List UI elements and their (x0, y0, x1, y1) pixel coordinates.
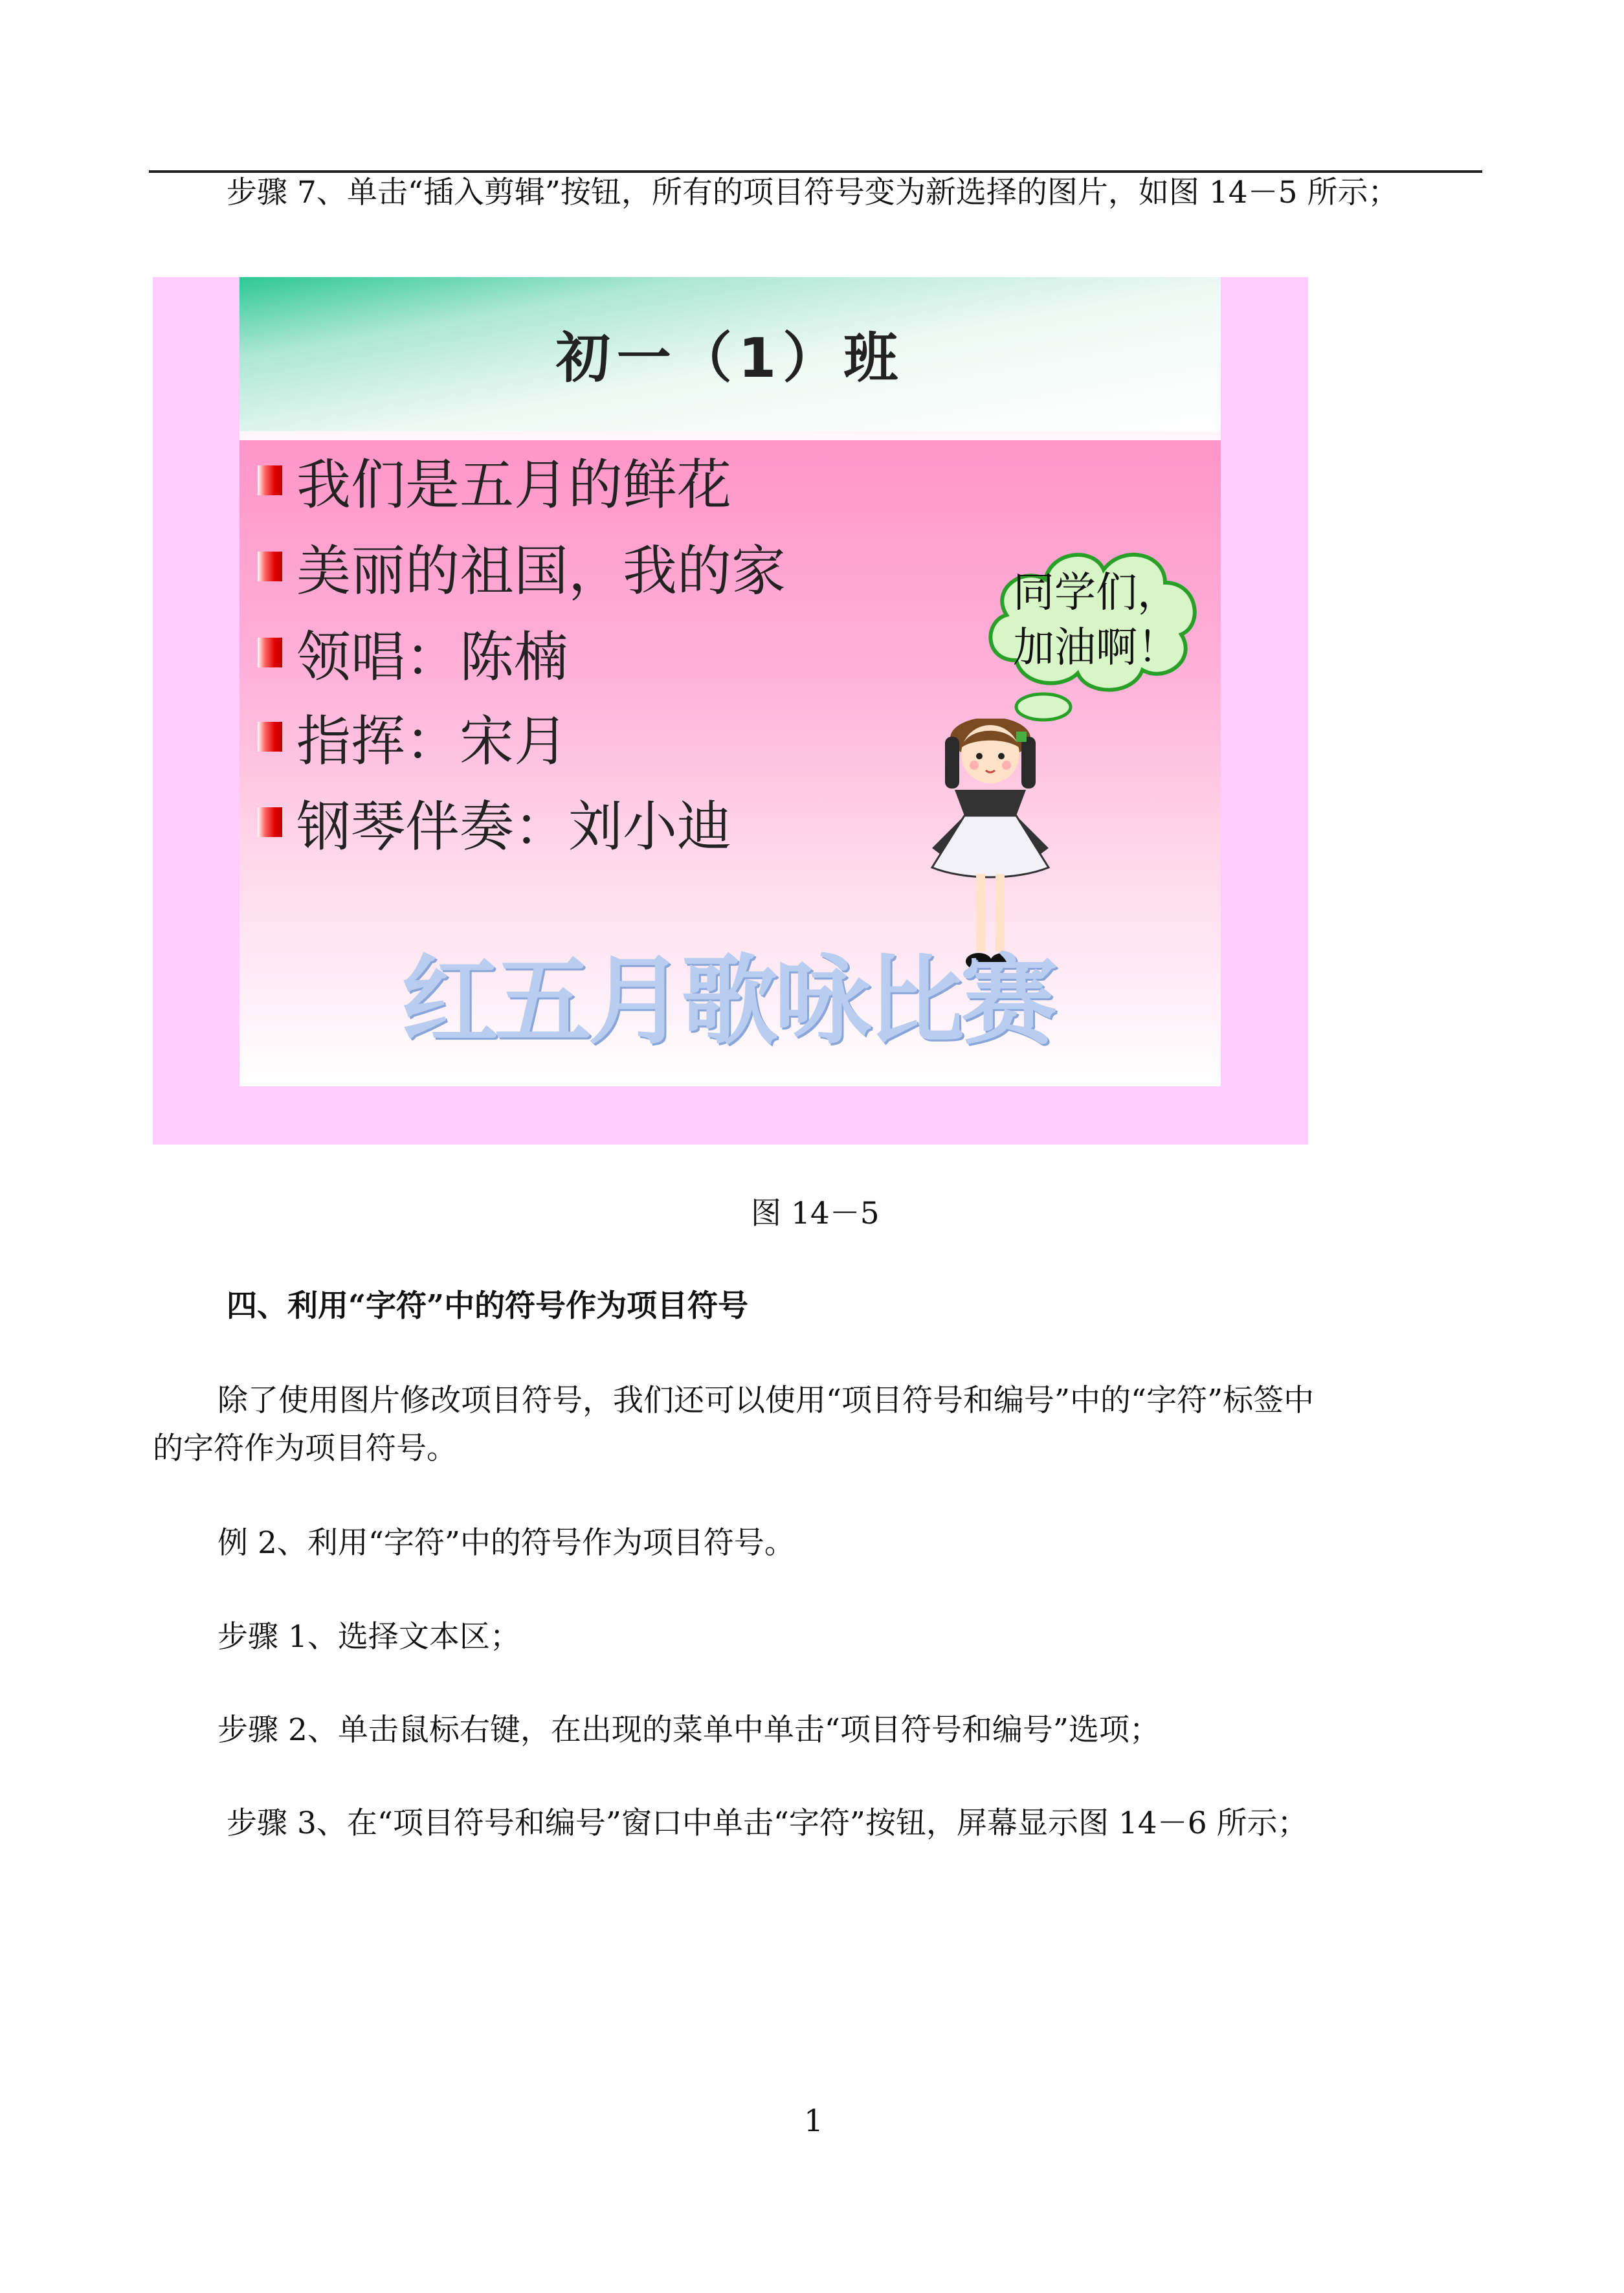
red-bullet-icon (258, 807, 282, 837)
cloud-line-2: 加油啊！ (1013, 624, 1179, 672)
header-rule (149, 170, 1482, 173)
slide-figure (153, 277, 1308, 1145)
slide-title: 初一（1）班 (555, 326, 905, 390)
slide-title-band (239, 277, 1221, 431)
red-bullet-icon (258, 465, 282, 495)
step7-text: 步骤 7、单击“插入剪辑”按钮，所有的项目符号变为新选择的图片，如图 14－5 所示； (227, 175, 1399, 210)
section-heading: 四、利用“字符”中的符号作为项目符号 (227, 1288, 749, 1324)
slide-bullet-item: 指挥：宋月 (258, 704, 568, 769)
step1-text: 步骤 1、选择文本区； (217, 1619, 520, 1655)
example-2-text: 例 2、利用“字符”中的符号作为项目符号。 (217, 1525, 795, 1561)
cloud-line-1: 同学们， (1013, 569, 1179, 617)
slide-bullet-item: 美丽的祖国，我的家 (258, 534, 786, 599)
paragraph-line-1: 除了使用图片修改项目符号，我们还可以使用“项目符号和编号”中的“字符”标签中 (217, 1383, 1315, 1418)
red-bullet-icon (258, 638, 282, 667)
paragraph-line-2: 的字符作为项目符号。 (153, 1431, 457, 1466)
slide-bullet-item: 领唱：陈楠 (258, 620, 568, 685)
slide-content (239, 440, 1221, 1086)
red-bullet-icon (258, 552, 282, 581)
red-bullet-icon (258, 722, 282, 752)
slide-bullet-item: 我们是五月的鲜花 (258, 448, 731, 513)
step2-text: 步骤 2、单击鼠标右键，在出现的菜单中单击“项目符号和编号”选项； (217, 1712, 1160, 1748)
slide-banner-wordart: 红五月歌咏比赛 (401, 945, 1054, 1058)
page-number: 1 (804, 2103, 823, 2139)
figure-caption: 图 14－5 (751, 1196, 880, 1231)
step3-text: 步骤 3、在“项目符号和编号”窗口中单击“字符”按钮，屏幕显示图 14－6 所示； (227, 1806, 1308, 1841)
slide-bullet-item: 钢琴伴奏：刘小迪 (258, 790, 731, 855)
